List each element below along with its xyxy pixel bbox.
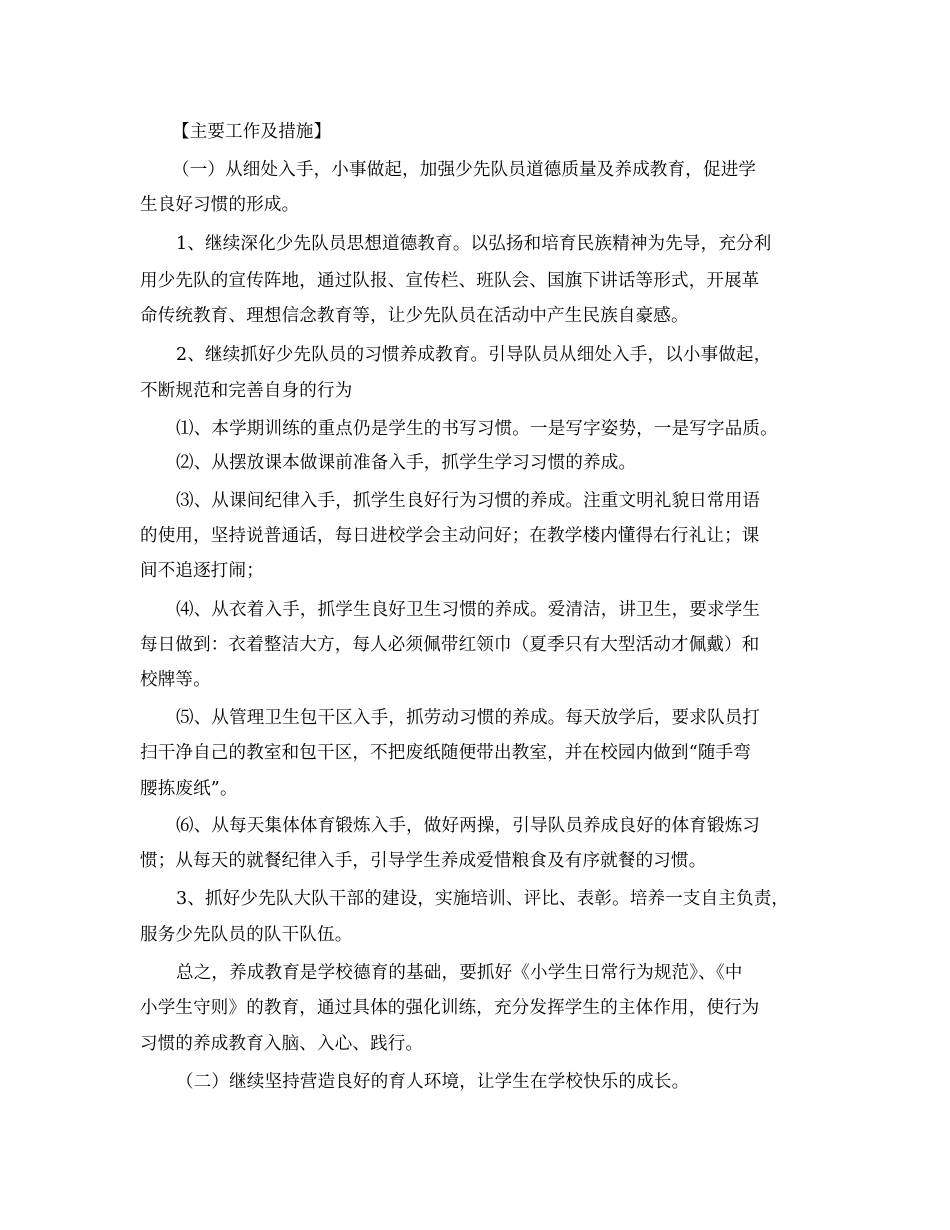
paragraph-line: 的使用，坚持说普通话，每日进校学会主动问好；在教学楼内懂得右行礼让；课 [140,526,760,546]
section-heading: 【主要工作及措施】 [172,122,332,142]
paragraph-line: ⑸、从管理卫生包干区入手，抓劳动习惯的养成。每天放学后，要求队员打 [176,708,761,728]
paragraph-line: （一）从细处入手，小事做起，加强少先队员道德质量及养成教育，促进学 [172,160,757,180]
paragraph-line: （二）继续坚持营造良好的育人环境，让学生在学校快乐的成长。 [176,1072,690,1092]
paragraph-line: ⑵、从摆放课本做课前准备入手，抓学生学习习惯的养成。 [176,453,637,473]
paragraph-line: 惯；从每天的就餐纪律入手，引导学生养成爱惜粮食及有序就餐的习惯。 [140,851,707,871]
paragraph-line: 2、继续抓好少先队员的习惯养成教育。引导队员从细处入手，以小事做起， [176,345,772,365]
paragraph-line: 命传统教育、理想信念教育等，让少先队员在活动中产生民族自豪感。 [140,306,689,326]
paragraph-line: 小学生守则》的教育，通过具体的强化训练，充分发挥学生的主体作用，使行为 [140,998,760,1018]
paragraph-line: 习惯的养成教育入脑、入心、践行。 [140,1034,424,1054]
paragraph-line: 扫干净自己的教室和包干区，不把废纸随便带出教室，并在校园内做到“随手弯 [140,743,751,763]
paragraph-line: 不断规范和完善自身的行为 [140,381,353,401]
paragraph-line: 用少先队的宣传阵地，通过队报、宣传栏、班队会、国旗下讲话等形式，开展革 [140,271,760,291]
paragraph-line: ⑴、本学期训练的重点仍是学生的书写习惯。一是写字姿势，一是写字品质。 [176,419,778,439]
paragraph-line: 校牌等。 [140,670,211,690]
paragraph-line: 1、继续深化少先队员思想道德教育。以弘扬和培育民族精神为先导，充分利 [176,234,772,254]
paragraph-line: 间不追逐打闹； [140,561,264,581]
paragraph-line: 每日做到：衣着整洁大方，每人必须佩带红领巾（夏季只有大型活动才佩戴）和 [140,635,760,655]
paragraph-line: ⑶、从课间纪律入手，抓学生良好行为习惯的养成。注重文明礼貌日常用语 [176,491,761,511]
paragraph-line: 生良好习惯的形成。 [140,195,300,215]
paragraph-line: ⑹、从每天集体体育锻炼入手，做好两操，引导队员养成良好的体育锻炼习 [176,816,761,836]
paragraph-line: 服务少先队员的队干队伍。 [140,925,353,945]
paragraph-line: 腰拣废纸”。 [140,779,238,799]
paragraph-line: 总之，养成教育是学校德育的基础，要抓好《小学生日常行为规范》、《中 [176,963,743,983]
paragraph-line: 3、抓好少先队大队干部的建设，实施培训、评比、表彰。培养一支自主负责， [176,889,790,909]
paragraph-line: ⑷、从衣着入手，抓学生良好卫生习惯的养成。爱清洁，讲卫生，要求学生 [176,600,761,620]
